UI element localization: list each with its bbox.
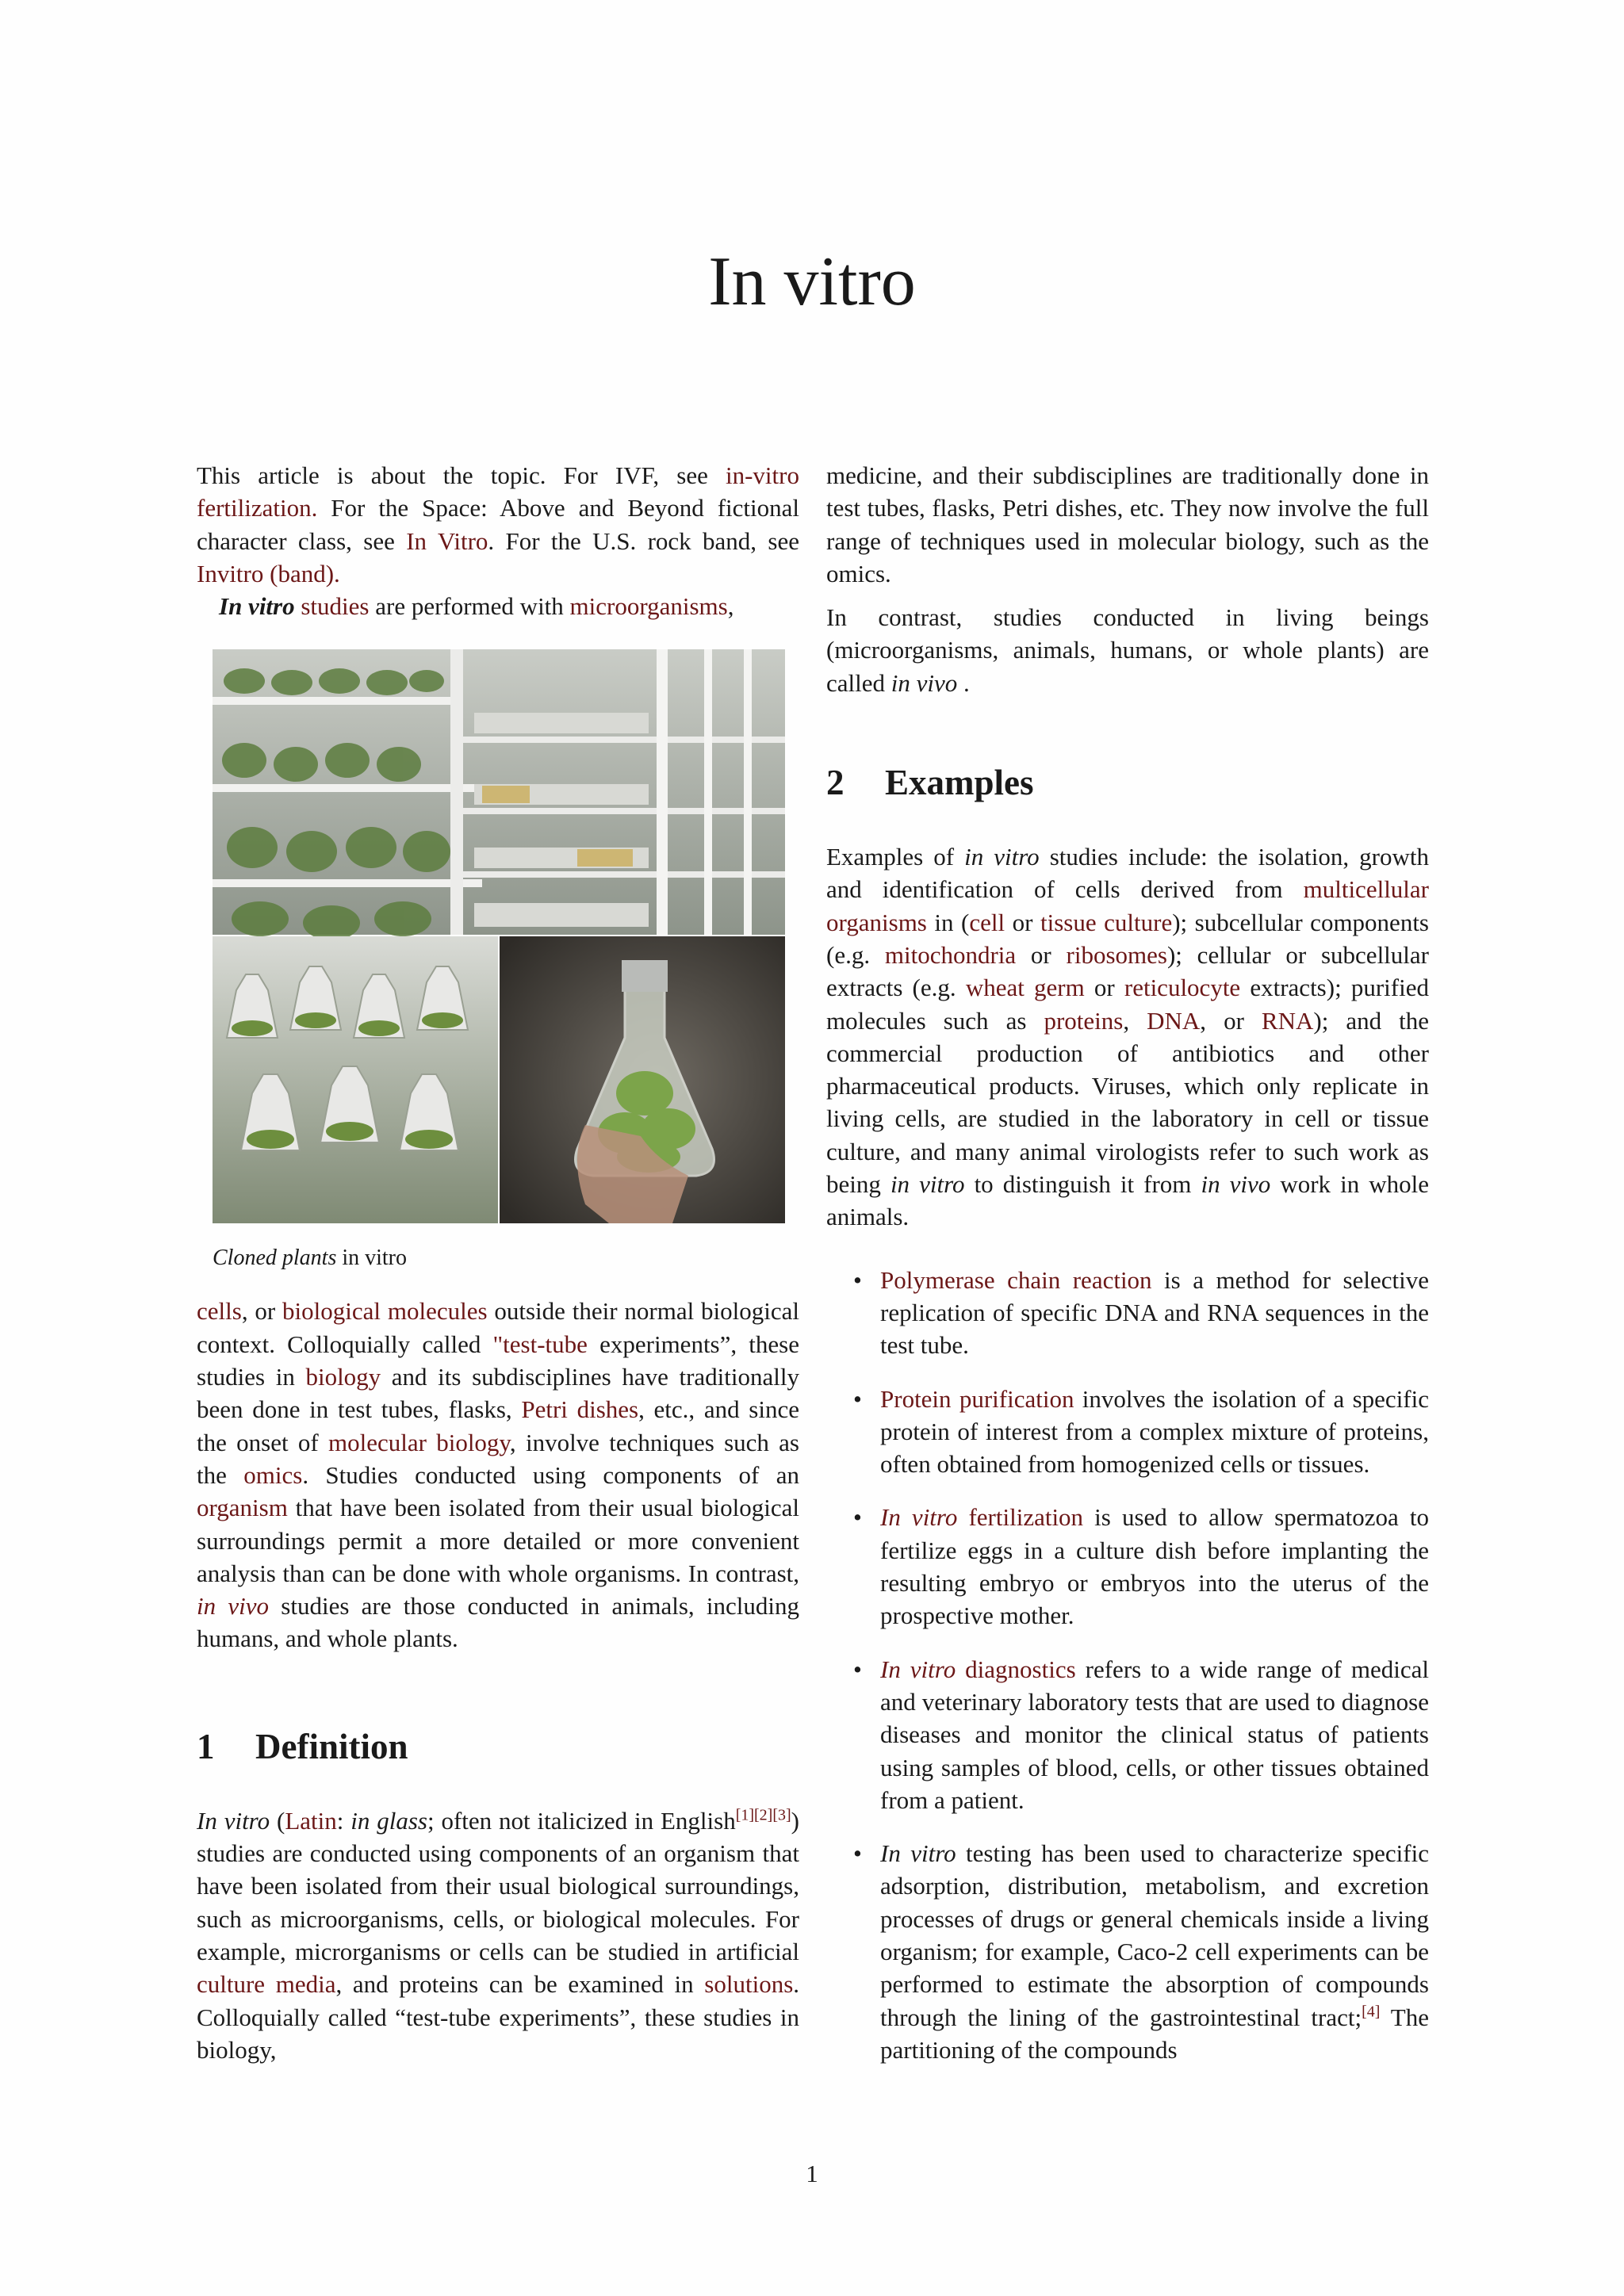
intro-text: are performed with [369, 592, 570, 621]
body-text: . [957, 668, 970, 697]
body-text: , [1123, 1006, 1147, 1035]
body-text: , etc., and since the onset of [197, 1395, 799, 1456]
term-italic: In vitro [880, 1839, 956, 1868]
hatnote-text: . For the U.S. rock band, see [488, 526, 799, 555]
link-cell[interactable]: cell [969, 908, 1005, 936]
body-text: or [1084, 974, 1124, 1002]
continued-paragraph: medicine, and their subdisciplines are traditionally done in test tubes, flasks, Petri dishes, etc. They now involve the full range of techniques used in molecular biology, such as the omics. [826, 461, 1429, 587]
body-text: in ( [926, 908, 970, 936]
link-rna[interactable]: RNA [1261, 1006, 1314, 1035]
link-fertilization[interactable]: fertilization [957, 1503, 1084, 1532]
body-text: ; often not italicized in English [427, 1806, 736, 1835]
link-biological-molecules[interactable]: biological molecules [282, 1297, 488, 1326]
body-text: studies include: the isolation, growth and identification of cells derived from [826, 843, 1429, 904]
body-text: In contrast, studies conducted in living beings (microorganisms, animals, humans, or whole plants) are called [826, 603, 1429, 697]
body-text: , involve techniques such as the [197, 1428, 799, 1489]
link-ivf[interactable]: in-vitro fertilization. [197, 461, 799, 522]
link-studies[interactable]: studies [301, 592, 370, 621]
section-title: Examples [885, 763, 1034, 803]
term-italic: in glass [350, 1806, 427, 1835]
list-item [826, 1501, 1429, 1632]
body-text: Examples of [826, 843, 965, 871]
body-text: extracts); purified molecules such as [826, 974, 1429, 1035]
link-mitochondria[interactable]: mitochondria [884, 940, 1017, 969]
section-number: 1 [197, 1726, 215, 1766]
page-number: 1 [806, 2160, 818, 2187]
body-text: involves the isolation of a specific protein of interest from a complex mixture of proteins, often obtained from homogenized cells or tissues. [880, 1384, 1430, 1479]
link-invitro-band[interactable]: Invitro (band). [197, 559, 340, 587]
link-ribosomes[interactable]: ribosomes [1066, 940, 1167, 969]
body-text: , or [1200, 1006, 1262, 1035]
section-title: Definition [255, 1726, 408, 1766]
page-title: In vitro [708, 243, 916, 320]
link-organism[interactable]: organism [197, 1494, 288, 1522]
hatnote-text: This article is about the topic. For IVF, see [197, 461, 726, 489]
section-number: 2 [826, 763, 845, 803]
cloned-plants-image [213, 649, 785, 1223]
term-italic: In vitro [197, 1806, 270, 1835]
left-column [197, 459, 799, 2066]
term-italic: in vivo [891, 668, 958, 697]
section-heading-definition [197, 1725, 799, 1768]
link-petri-dishes[interactable]: Petri dishes [521, 1395, 639, 1424]
body-text: ); and the commercial production of antibiotics and other pharmaceutical products. Viruses, which only replicate in living cells, are studied in the laboratory in cell or tissue culture, and many animal virologists refer to such work as being [826, 1006, 1430, 1199]
examples-list [826, 1264, 1429, 2067]
link-culture-media[interactable]: culture media [197, 1970, 336, 1999]
intro-paragraph [197, 590, 799, 622]
body-text: experiments”, these studies in [197, 1330, 799, 1391]
hatnote [197, 459, 799, 590]
term-italic: in vitro [890, 1170, 965, 1199]
examples-paragraph [826, 840, 1429, 1234]
link-dna[interactable]: DNA [1147, 1006, 1201, 1035]
link-cells[interactable]: cells [197, 1297, 242, 1326]
link-solutions[interactable]: solutions [704, 1970, 794, 1999]
body-text: is used to allow spermatozoa to fertilize eggs in a culture dish before implanting the resulting embryo or embryos into the uterus of the prospective mother. [880, 1503, 1429, 1630]
body-text: , or [241, 1297, 283, 1326]
in-vivo-paragraph [826, 601, 1429, 699]
body-text: . Colloquially called “test-tube experiments”, these studies in biology, [197, 1970, 800, 2064]
body-text: The partitioning of the compounds [880, 2003, 1429, 2064]
body-text: that have been isolated from their usual biological surroundings permit a more detailed or more convenient analysis than can be done with whole organisms. In contrast, [197, 1494, 799, 1587]
link-in-vitro-character[interactable]: In Vitro [406, 526, 488, 555]
hatnote-text: For the Space: Above and Beyond fictional character class, see [197, 494, 799, 555]
list-item [826, 1653, 1429, 1816]
section-heading-examples [826, 761, 1429, 804]
figure [213, 649, 799, 1272]
body-text: ) studies are conducted using components of an organism that have been isolated from their usual biological surroundings, such as microorganisms, cells, or biological molecules. For example, microrganisms or cells can be studied in artificial [197, 1806, 799, 1965]
term-italic: in vitro [964, 843, 1040, 871]
caption-italic: Cloned plants [213, 1246, 337, 1271]
body-text: or [1016, 940, 1067, 969]
link-latin[interactable]: Latin [285, 1806, 337, 1835]
right-column [826, 459, 1429, 2087]
link-wheat-germ[interactable]: wheat germ [965, 974, 1085, 1002]
body-text: work in whole animals. [826, 1170, 1430, 1231]
body-text: and its subdisciplines have traditionally been done in test tubes, flasks, [197, 1363, 799, 1424]
link-test-tube[interactable]: "test-tube [492, 1330, 588, 1358]
link-protein-purification[interactable]: Protein purification [880, 1384, 1074, 1413]
reference-link[interactable]: [4] [1362, 2003, 1381, 2021]
body-text: to distinguish it from [964, 1170, 1201, 1199]
body-text: studies are those conducted in animals, including humans, and whole plants. [197, 1592, 799, 1653]
link-ivf-italic[interactable]: In vitro [880, 1503, 958, 1532]
list-item [826, 1264, 1429, 1362]
body-text: . Studies conducted using components of an [302, 1460, 800, 1489]
link-molecular-biology[interactable]: molecular biology [327, 1428, 510, 1456]
figure-caption [213, 1244, 799, 1272]
link-in-vivo[interactable]: in vivo [197, 1592, 270, 1621]
link-tissue-culture[interactable]: tissue culture [1040, 908, 1173, 936]
body-text: or [1005, 908, 1040, 936]
list-item [826, 1837, 1429, 2066]
link-microorganisms[interactable]: microorganisms [569, 592, 728, 621]
term-italic: in vivo [1201, 1170, 1271, 1199]
body-text: , and proteins can be examined in [335, 1970, 705, 1999]
body-text: ); cellular or subcellular extracts (e.g. [826, 940, 1429, 1002]
body-text: : [336, 1806, 351, 1835]
intro-continued [197, 1295, 799, 1655]
link-multicellular-organisms[interactable]: multicellular organisms [826, 875, 1429, 936]
link-diagnostics-italic[interactable]: In vitro [880, 1655, 956, 1683]
body-text: outside their normal biological context. Colloquially called [197, 1297, 799, 1358]
link-proteins[interactable]: proteins [1044, 1006, 1124, 1035]
list-item [826, 1383, 1429, 1481]
body-text: ( [270, 1806, 285, 1835]
intro-term: In vitro [219, 592, 295, 621]
reference-links[interactable]: [1][2][3] [735, 1806, 791, 1824]
link-biology[interactable]: biology [305, 1363, 381, 1391]
body-text: is a method for selective replication of specific DNA and RNA sequences in the test tube. [880, 1265, 1429, 1360]
body-text: refers to a wide range of medical and veterinary laboratory tests that are used to diagnose diseases and monitor the clinical status of patients using samples of blood, cells, or other tissues obtained from a patient. [880, 1655, 1429, 1814]
caption-text: in vitro [336, 1246, 408, 1271]
definition-paragraph [197, 1804, 799, 2066]
intro-text: , [727, 592, 734, 621]
body-text: testing has been used to characterize specific adsorption, distribution, metabolism, and excretion processes of drugs or general chemicals inside a living organism; for example, Caco-2 cell experiments can be performed to estimate the absorption of compounds through the lining of the gastrointestinal tract; [880, 1839, 1429, 2031]
link-diagnostics[interactable]: diagnostics [956, 1655, 1076, 1683]
link-omics[interactable]: omics [243, 1460, 303, 1489]
link-pcr[interactable]: Polymerase chain reaction [880, 1265, 1152, 1294]
body-text: ); subcellular components (e.g. [826, 908, 1429, 969]
link-reticulocyte[interactable]: reticulocyte [1124, 974, 1241, 1002]
